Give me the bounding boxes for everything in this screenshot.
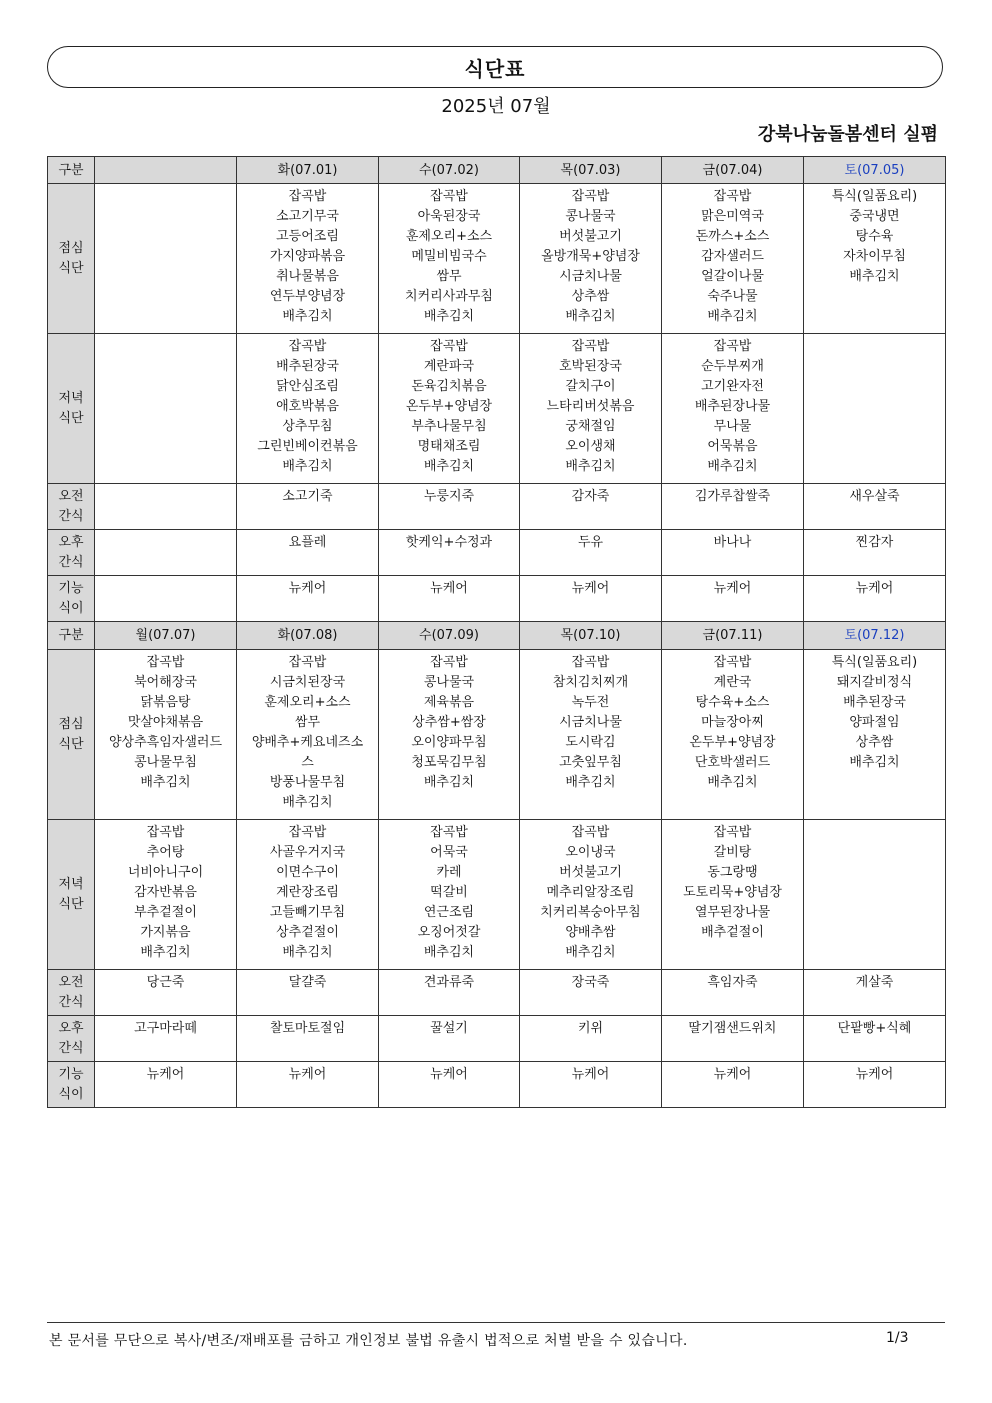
menu-item: 돼지갈비정식 xyxy=(836,675,913,690)
menu-cell xyxy=(379,530,520,576)
menu-item: 소고기죽 xyxy=(282,489,333,504)
menu-item: 부추겉절이 xyxy=(134,905,197,920)
menu-item: 양배추쌈 xyxy=(565,925,616,940)
menu-item: 뉴케어 xyxy=(146,1067,185,1082)
menu-item: 쌈무 xyxy=(436,269,462,284)
menu-item: 버섯불고기 xyxy=(559,865,622,880)
menu-item: 카레 xyxy=(436,865,462,880)
menu-item: 오이생채 xyxy=(565,439,616,454)
row-label-line: 간식 xyxy=(58,509,84,524)
menu-item: 콩나물국 xyxy=(423,675,475,690)
row-label-line: 식단 xyxy=(58,737,84,752)
menu-cell xyxy=(95,970,237,1016)
menu-item: 계란국 xyxy=(713,675,752,690)
menu-cell xyxy=(95,184,237,334)
day-header: 월(07.07) xyxy=(95,622,237,650)
menu-item: 잡곡밥 xyxy=(288,825,327,840)
header-label: 구분 xyxy=(48,622,95,650)
organization-name: 강북나눔돌봄센터 실폄 xyxy=(757,124,938,145)
menu-item: 녹두전 xyxy=(571,695,610,710)
menu-item: 돈육김치볶음 xyxy=(411,379,487,394)
menu-cell xyxy=(237,970,379,1016)
menu-item: 잡곡밥 xyxy=(146,655,185,670)
day-header xyxy=(95,157,237,184)
menu-item: 닭안심조림 xyxy=(276,379,339,394)
menu-cell xyxy=(662,1016,804,1062)
row-label-line: 간식 xyxy=(58,555,84,570)
menu-item: 배추김치 xyxy=(707,775,758,790)
menu-item: 배추김치 xyxy=(707,459,758,474)
menu-item: 배추김치 xyxy=(282,795,333,810)
menu-cell xyxy=(520,484,662,530)
row-label-line: 점심 xyxy=(58,241,84,256)
menu-table xyxy=(47,156,946,1108)
menu-item: 훈제오리+소스 xyxy=(264,695,351,710)
menu-item: 견과류죽 xyxy=(423,975,475,990)
menu-item: 도시락김 xyxy=(565,735,616,750)
menu-item: 배추김치 xyxy=(423,945,475,960)
menu-cell xyxy=(95,820,237,970)
menu-item: 치커리사과무침 xyxy=(405,289,493,304)
menu-cell xyxy=(804,650,946,820)
menu-item: 잡곡밥 xyxy=(430,825,468,840)
title-box xyxy=(47,46,943,88)
menu-item: 뉴케어 xyxy=(713,581,752,596)
menu-item: 궁채절임 xyxy=(565,419,616,434)
row-label-line: 저녁 xyxy=(58,391,84,406)
row-label-line: 간식 xyxy=(58,995,84,1010)
menu-cell xyxy=(520,650,662,820)
menu-item: 양상추흑임자샐러드 xyxy=(108,735,223,750)
menu-item: 계란장조림 xyxy=(276,885,339,900)
menu-cell xyxy=(662,1062,804,1108)
menu-item: 호박된장국 xyxy=(559,359,622,374)
menu-cell xyxy=(804,576,946,622)
menu-cell xyxy=(804,1062,946,1108)
menu-item: 달걀죽 xyxy=(288,975,327,990)
menu-item: 상추쌈+쌈장 xyxy=(412,715,486,730)
menu-item: 뉴케어 xyxy=(571,581,610,596)
menu-cell xyxy=(520,1016,662,1062)
menu-item: 두유 xyxy=(577,535,604,550)
menu-cell xyxy=(662,484,804,530)
menu-item: 특식(일품요리) xyxy=(831,655,918,670)
menu-item: 상추겉절이 xyxy=(276,925,339,940)
row-label-line: 오후 xyxy=(58,535,84,550)
week2-header-row xyxy=(48,622,946,650)
menu-cell xyxy=(237,820,379,970)
menu-cell xyxy=(95,650,237,820)
menu-item: 고구마라떼 xyxy=(134,1021,197,1036)
menu-cell xyxy=(804,334,946,484)
menu-cell xyxy=(237,184,379,334)
menu-item: 잡곡밥 xyxy=(571,825,610,840)
day-header: 화(07.08) xyxy=(237,622,379,650)
page-title: 식단표 xyxy=(464,56,526,81)
menu-item: 누룽지죽 xyxy=(423,489,475,504)
menu-item: 배추김치 xyxy=(140,775,191,790)
menu-item: 아욱된장국 xyxy=(417,209,481,224)
menu-item: 맛살야채볶음 xyxy=(127,715,204,730)
menu-item: 김가루찹쌀죽 xyxy=(694,489,771,504)
menu-item: 온두부+양념장 xyxy=(689,735,776,750)
menu-item: 숙주나물 xyxy=(707,289,758,304)
menu-item: 배추된장국 xyxy=(276,359,339,374)
menu-cell xyxy=(662,184,804,334)
menu-cell xyxy=(520,1062,662,1108)
menu-item: 명태채조림 xyxy=(417,439,481,454)
menu-cell xyxy=(662,650,804,820)
menu-cell xyxy=(804,820,946,970)
menu-item: 새우살죽 xyxy=(849,489,900,504)
menu-item: 고춧잎무침 xyxy=(559,755,622,770)
menu-cell xyxy=(662,970,804,1016)
menu-cell xyxy=(379,576,520,622)
menu-item: 뉴케어 xyxy=(713,1067,752,1082)
menu-cell xyxy=(237,576,379,622)
menu-item: 애호박볶음 xyxy=(276,399,339,414)
menu-cell xyxy=(95,1062,237,1108)
day-header: 토(07.05) xyxy=(804,157,946,184)
menu-cell xyxy=(662,530,804,576)
menu-item: 갈비탕 xyxy=(713,845,752,860)
menu-item: 배추겉절이 xyxy=(701,925,764,940)
menu-item: 느타리버섯볶음 xyxy=(546,399,635,414)
menu-item: 배추김치 xyxy=(849,755,900,770)
menu-item: 순두부찌개 xyxy=(701,359,764,374)
menu-item: 오이냉국 xyxy=(565,845,616,860)
menu-item: 배추김치 xyxy=(282,309,333,324)
menu-item: 잡곡밥 xyxy=(713,189,752,204)
menu-item: 배추김치 xyxy=(140,945,191,960)
menu-item: 잡곡밥 xyxy=(571,339,610,354)
menu-cell xyxy=(804,970,946,1016)
menu-item: 당근죽 xyxy=(146,975,185,990)
menu-item: 딸기잼샌드위치 xyxy=(688,1021,777,1036)
menu-item: 배추김치 xyxy=(282,459,333,474)
menu-cell xyxy=(804,484,946,530)
week2-pm_snack-row xyxy=(48,1016,946,1062)
menu-item: 중국냉면 xyxy=(849,209,900,224)
day-header: 토(07.12) xyxy=(804,622,946,650)
footer-divider xyxy=(47,1322,945,1323)
menu-item: 가지양파볶음 xyxy=(269,249,346,264)
menu-item: 자차이무침 xyxy=(843,249,906,264)
menu-item: 잡곡밥 xyxy=(288,339,327,354)
menu-item: 감자샐러드 xyxy=(701,249,764,264)
menu-item: 잡곡밥 xyxy=(288,655,327,670)
menu-item: 뉴케어 xyxy=(288,1067,327,1082)
menu-item: 맑은미역국 xyxy=(701,209,764,224)
menu-item: 뉴케어 xyxy=(855,1067,894,1082)
menu-item: 연근조림 xyxy=(423,905,475,920)
menu-item: 가지볶음 xyxy=(140,925,191,940)
week2-functional-row xyxy=(48,1062,946,1108)
menu-item: 흑임자죽 xyxy=(707,975,758,990)
menu-cell xyxy=(95,1016,237,1062)
menu-item: 찐감자 xyxy=(855,535,894,550)
menu-cell xyxy=(379,484,520,530)
week2-lunch-row xyxy=(48,650,946,820)
menu-item: 잡곡밥 xyxy=(430,189,468,204)
day-header: 화(07.01) xyxy=(237,157,379,184)
menu-cell xyxy=(520,530,662,576)
menu-item: 잡곡밥 xyxy=(146,825,185,840)
menu-cell xyxy=(379,184,520,334)
menu-item: 배추김치 xyxy=(565,775,616,790)
menu-item: 계란파국 xyxy=(423,359,475,374)
row-label xyxy=(48,650,95,820)
menu-item: 스 xyxy=(301,755,314,770)
row-label-line: 점심 xyxy=(58,717,84,732)
menu-item: 콩나물국 xyxy=(565,209,616,224)
menu-item: 잡곡밥 xyxy=(571,655,610,670)
menu-cell xyxy=(662,334,804,484)
row-label-line: 식이 xyxy=(58,1087,84,1102)
menu-cell xyxy=(379,970,520,1016)
menu-cell xyxy=(237,1016,379,1062)
menu-item: 북어해장국 xyxy=(134,675,197,690)
menu-item: 제육볶음 xyxy=(423,695,475,710)
menu-item: 고기완자전 xyxy=(701,379,764,394)
menu-item: 취나물볶음 xyxy=(276,269,339,284)
menu-item: 배추김치 xyxy=(282,945,333,960)
menu-item: 마늘장아찌 xyxy=(701,715,764,730)
menu-item: 오징어젓갈 xyxy=(417,925,481,940)
menu-item: 배추된장국 xyxy=(843,695,906,710)
row-label xyxy=(48,1016,95,1062)
row-label-line: 기능 xyxy=(58,1067,84,1082)
day-header: 수(07.09) xyxy=(379,622,520,650)
row-label xyxy=(48,820,95,970)
menu-cell xyxy=(237,530,379,576)
row-label xyxy=(48,184,95,334)
menu-cell xyxy=(520,820,662,970)
menu-item: 배추김치 xyxy=(423,309,475,324)
menu-item: 오이양파무침 xyxy=(411,735,487,750)
row-label-line: 오전 xyxy=(58,975,84,990)
menu-item: 뉴케어 xyxy=(430,581,468,596)
row-label xyxy=(48,530,95,576)
row-label-line: 간식 xyxy=(58,1041,84,1056)
menu-item: 양파절임 xyxy=(849,715,900,730)
menu-cell xyxy=(237,334,379,484)
menu-cell xyxy=(95,576,237,622)
menu-item: 상추쌈 xyxy=(855,735,894,750)
menu-item: 장국죽 xyxy=(571,975,610,990)
row-label-line: 기능 xyxy=(58,581,84,596)
row-label-line: 식단 xyxy=(58,411,84,426)
menu-item: 도토리묵+양념장 xyxy=(683,885,782,900)
row-label xyxy=(48,970,95,1016)
menu-item: 갈치구이 xyxy=(565,379,616,394)
menu-item: 배추김치 xyxy=(565,309,616,324)
footer-notice: 본 문서를 무단으로 복사/변조/재배포를 금하고 개인정보 불법 유출시 법적으로 처벌 받을 수 있습니다. xyxy=(49,1333,688,1349)
menu-item: 그린빈베이컨볶음 xyxy=(257,439,358,454)
month-subtitle: 2025년 07월 xyxy=(441,96,551,117)
menu-item: 배추된장나물 xyxy=(694,399,771,414)
menu-cell xyxy=(237,1062,379,1108)
menu-item: 찰토마토절임 xyxy=(269,1021,346,1036)
week1-header-row xyxy=(48,157,946,184)
menu-cell xyxy=(379,1062,520,1108)
menu-cell xyxy=(520,184,662,334)
menu-item: 청포묵김무침 xyxy=(411,755,487,770)
menu-item: 배추김치 xyxy=(423,775,475,790)
menu-item: 무나물 xyxy=(713,419,752,434)
menu-item: 핫케익+수정과 xyxy=(405,535,493,550)
menu-item: 바나나 xyxy=(713,535,752,550)
row-label xyxy=(48,484,95,530)
menu-item: 버섯불고기 xyxy=(559,229,622,244)
row-label-line: 오전 xyxy=(58,489,84,504)
menu-item: 소고기무국 xyxy=(276,209,339,224)
menu-item: 잡곡밥 xyxy=(713,339,752,354)
menu-item: 너비아니구이 xyxy=(127,865,204,880)
menu-item: 메밀비빔국수 xyxy=(411,249,487,264)
day-header: 금(07.11) xyxy=(662,622,804,650)
menu-item: 요플레 xyxy=(288,535,327,550)
menu-item: 잡곡밥 xyxy=(430,339,468,354)
menu-item: 떡갈비 xyxy=(430,885,468,900)
week2-dinner-row xyxy=(48,820,946,970)
menu-item: 잡곡밥 xyxy=(430,655,468,670)
menu-item: 쌈무 xyxy=(294,715,321,730)
week2-am_snack-row xyxy=(48,970,946,1016)
menu-item: 닭볶음탕 xyxy=(140,695,191,710)
menu-item: 감자죽 xyxy=(571,489,610,504)
row-label-line: 식단 xyxy=(58,261,84,276)
menu-item: 어묵볶음 xyxy=(707,439,758,454)
menu-cell xyxy=(804,1016,946,1062)
week1-lunch-row xyxy=(48,184,946,334)
menu-item: 이면수구이 xyxy=(276,865,339,880)
menu-item: 고등어조림 xyxy=(276,229,339,244)
menu-item: 꿀설기 xyxy=(430,1021,468,1036)
menu-item: 뉴케어 xyxy=(288,581,327,596)
menu-cell xyxy=(95,334,237,484)
week1-am_snack-row xyxy=(48,484,946,530)
row-label-line: 식단 xyxy=(58,897,84,912)
menu-item: 탕수육 xyxy=(855,229,894,244)
menu-item: 열무된장나물 xyxy=(694,905,771,920)
menu-cell xyxy=(662,576,804,622)
menu-cell xyxy=(520,576,662,622)
menu-item: 동그랑땡 xyxy=(707,865,758,880)
menu-item: 잡곡밥 xyxy=(571,189,610,204)
menu-cell xyxy=(520,334,662,484)
menu-item: 잡곡밥 xyxy=(713,655,752,670)
menu-item: 부추나물무침 xyxy=(411,419,487,434)
week1-pm_snack-row xyxy=(48,530,946,576)
menu-cell xyxy=(379,334,520,484)
menu-item: 콩나물무침 xyxy=(134,755,197,770)
page-number: 1/3 xyxy=(886,1330,909,1346)
menu-item: 감자반볶음 xyxy=(134,885,197,900)
row-label xyxy=(48,1062,95,1108)
menu-item: 뉴케어 xyxy=(430,1067,468,1082)
menu-item: 잡곡밥 xyxy=(713,825,752,840)
menu-item: 추어탕 xyxy=(146,845,185,860)
menu-item: 탕수육+소스 xyxy=(695,695,770,710)
menu-item: 배추김치 xyxy=(565,459,616,474)
menu-item: 배추김치 xyxy=(849,269,900,284)
menu-item: 사골우거지국 xyxy=(269,845,346,860)
menu-item: 돈까스+소스 xyxy=(695,229,770,244)
menu-item: 온두부+양념장 xyxy=(405,399,493,414)
menu-cell xyxy=(379,1016,520,1062)
menu-item: 시금치된장국 xyxy=(269,675,346,690)
menu-item: 키위 xyxy=(577,1021,604,1036)
menu-item: 방풍나물무침 xyxy=(269,775,346,790)
day-header: 목(07.10) xyxy=(520,622,662,650)
menu-item: 특식(일품요리) xyxy=(831,189,918,204)
row-label-line: 저녁 xyxy=(58,877,84,892)
menu-item: 단팥빵+식혜 xyxy=(837,1021,912,1036)
menu-item: 상추쌈 xyxy=(571,289,610,304)
menu-item: 양배추+케요네즈소 xyxy=(251,735,364,750)
menu-item: 치커리복숭아무침 xyxy=(540,905,641,920)
row-label xyxy=(48,576,95,622)
week1-dinner-row xyxy=(48,334,946,484)
menu-cell xyxy=(379,650,520,820)
menu-item: 얼갈이나물 xyxy=(701,269,764,284)
row-label-line: 오후 xyxy=(58,1021,84,1036)
menu-item: 게살죽 xyxy=(855,975,894,990)
menu-item: 뉴케어 xyxy=(855,581,894,596)
week1-functional-row xyxy=(48,576,946,622)
menu-item: 상추무침 xyxy=(282,419,333,434)
menu-item: 어묵국 xyxy=(430,845,468,860)
row-label xyxy=(48,334,95,484)
menu-item: 메추리알장조림 xyxy=(546,885,635,900)
menu-cell xyxy=(237,650,379,820)
menu-item: 시금치나물 xyxy=(559,269,622,284)
menu-cell xyxy=(95,484,237,530)
menu-item: 배추김치 xyxy=(423,459,475,474)
menu-cell xyxy=(662,820,804,970)
menu-item: 연두부양념장 xyxy=(269,289,346,304)
menu-cell xyxy=(379,820,520,970)
menu-item: 올방개묵+양념장 xyxy=(541,249,640,264)
header-label: 구분 xyxy=(48,157,95,184)
menu-cell xyxy=(804,184,946,334)
day-header: 목(07.03) xyxy=(520,157,662,184)
menu-item: 단호박샐러드 xyxy=(694,755,771,770)
menu-item: 배추김치 xyxy=(565,945,616,960)
menu-item: 참치김치찌개 xyxy=(552,675,629,690)
menu-cell xyxy=(520,970,662,1016)
day-header: 금(07.04) xyxy=(662,157,804,184)
menu-item: 배추김치 xyxy=(707,309,758,324)
menu-item: 잡곡밥 xyxy=(288,189,327,204)
menu-item: 뉴케어 xyxy=(571,1067,610,1082)
menu-item: 훈제오리+소스 xyxy=(405,229,493,244)
menu-cell xyxy=(237,484,379,530)
day-header: 수(07.02) xyxy=(379,157,520,184)
menu-item: 고들빼기무침 xyxy=(269,905,346,920)
menu-cell xyxy=(95,530,237,576)
menu-cell xyxy=(804,530,946,576)
row-label-line: 식이 xyxy=(58,601,84,616)
menu-item: 시금치나물 xyxy=(559,715,622,730)
